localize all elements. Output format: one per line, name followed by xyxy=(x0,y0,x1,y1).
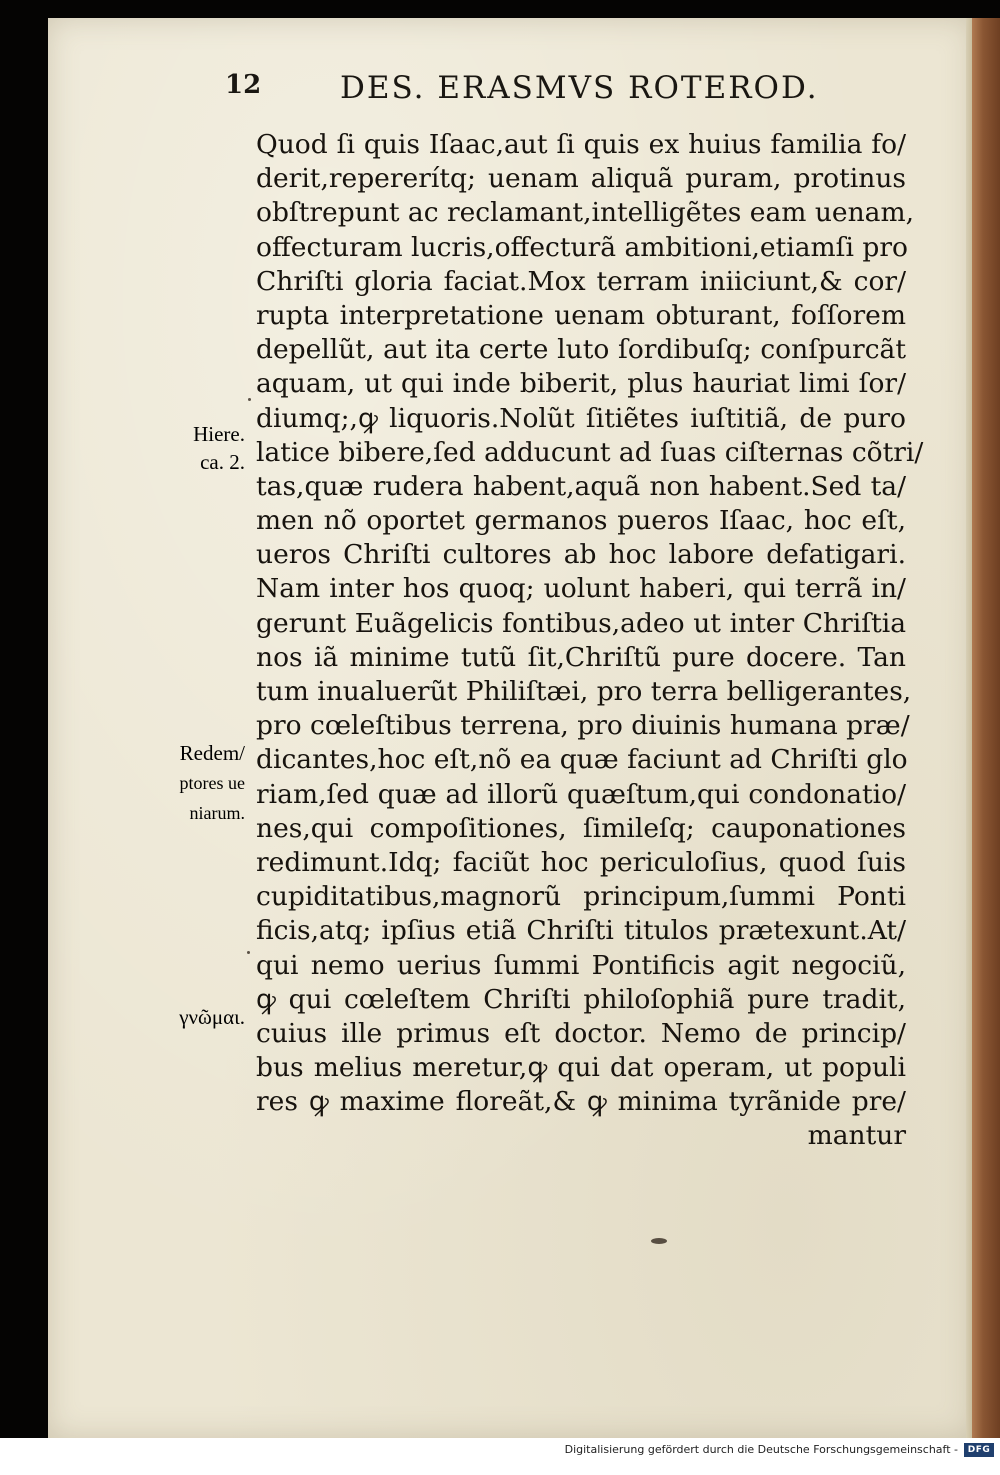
dfg-logo-icon: DFG xyxy=(964,1443,994,1457)
text-line: men nõ oportet germanos pueros Iſaac, hoc eſt, xyxy=(256,505,906,537)
margin-note-line: ptores ue xyxy=(179,773,245,793)
margin-note-hiere xyxy=(125,420,245,480)
text-line: dicantes,hoc eſt,nõ ea quæ faciunt ad Chriſti glo xyxy=(256,744,908,776)
margin-note-line: Redem/ xyxy=(179,741,245,765)
text-line: diumq;,ꝙ liquoris.Nolũt ſitiẽtes iuſtitiã, de puro xyxy=(256,402,906,434)
text-line: res ꝙ maxime floreãt,& ꝙ minima tyrãnide pre/ xyxy=(256,1086,906,1118)
text-line: depellũt, aut ita certe luto ſordibuſq; conſpurcãt xyxy=(256,334,906,366)
text-line: ꝙ qui cœleſtem Chriſti philoſophiã pure tradit, xyxy=(256,983,906,1015)
text-line: Nam inter hos quoq; uolunt haberi, qui terrã in/ xyxy=(256,573,906,605)
margin-note-line: ca. 2. xyxy=(200,450,245,474)
text-line: latice bibere,ſed adducunt ad ſuas ciſternas cõtri/ xyxy=(256,436,924,468)
text-line: qui nemo uerius ſummi Pontificis agit negociũ, xyxy=(256,949,906,981)
text-line: derit,repererítq; uenam aliquã puram, protinus xyxy=(256,163,906,195)
text-line: rupta interpretatione uenam obturant, foſſorem xyxy=(256,299,906,331)
text-line: ueros Chriſti cultores ab hoc labore defatigari. xyxy=(256,539,906,571)
running-head xyxy=(225,70,865,110)
margin-note-line: Hiere. xyxy=(193,422,245,446)
text-line: nes,qui compoſitiones, ſimileſq; cauponationes xyxy=(256,812,906,844)
text-line: pro cœleſtibus terrena, pro diuinis humana præ/ xyxy=(256,710,910,742)
margin-note-line: γνῶμαι. xyxy=(179,1005,245,1029)
text-line: riam,ſed quæ ad illorũ quæſtum,qui condonatio/ xyxy=(256,778,906,810)
text-line: Chriſti gloria faciat.Mox terram iniiciunt,& cor/ xyxy=(256,265,906,297)
text-line: tum inualuerũt Philiſtæi, pro terra belligerantes, xyxy=(256,676,912,707)
text-line: redimunt.Idq; faciũt hoc periculoſius, quod ſuis xyxy=(256,846,906,878)
text-line: tas,quæ rudera habent,aquã non habent.Sed ta/ xyxy=(256,470,906,502)
text-line: obſtrepunt ac reclamant,intelligẽtes eam uenam, xyxy=(256,197,914,229)
body-text xyxy=(256,128,924,1154)
text-line: nos iã minime tutũ ſit,Chriſtũ pure docere. Tan xyxy=(256,641,906,673)
catchword: mantur xyxy=(807,1120,906,1152)
margin-note-greek xyxy=(125,1002,245,1036)
text-line: ficis,atq; ipſius etiã Chriſti titulos prætexunt.At/ xyxy=(256,915,906,947)
funding-credit: Digitalisierung gefördert durch die Deutsche Forschungsgemeinschaft - xyxy=(564,1443,958,1456)
ink-speck xyxy=(247,951,250,954)
text-line: aquam, ut qui inde biberit, plus hauriat limi ſor/ xyxy=(256,368,906,400)
text-line: Quod ſi quis Iſaac,aut ſi quis ex huius familia fo/ xyxy=(256,129,906,160)
ink-speck xyxy=(248,398,251,401)
text-line: cuius ille primus eſt doctor. Nemo de princip/ xyxy=(256,1017,906,1049)
text-line: offecturam lucris,offecturã ambitioni,etiamſi pro xyxy=(256,231,908,263)
text-line: gerunt Euãgelicis fontibus,adeo ut inter Chriſtia xyxy=(256,607,906,639)
margin-note-line: niarum. xyxy=(189,803,245,823)
text-line: bus melius meretur,ꝙ qui dat operam, ut populi xyxy=(256,1052,906,1084)
text-line: cupiditatibus,magnorũ principum,ſummi Ponti xyxy=(256,881,906,913)
margin-note-redemptores xyxy=(125,738,245,838)
running-title: DES. ERASMVS ROTEROD. xyxy=(340,70,819,106)
binding-edge xyxy=(972,18,1000,1438)
ink-blot xyxy=(651,1238,667,1244)
page-number: 12 xyxy=(225,70,262,100)
